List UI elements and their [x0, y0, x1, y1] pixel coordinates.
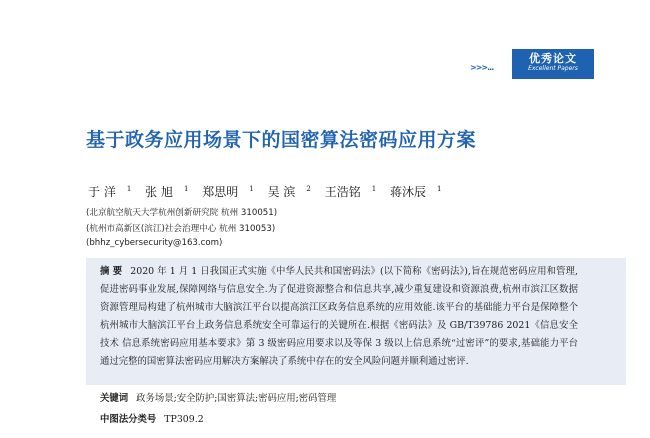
abstract-body: 2020 年 1 月 1 日我国正式实施《中华人民共和国密码法》(以下简称《密码法》),旨在规范密码应用和管理,促进密码事业发展,保障网络与信息安全.为了促进资源整合和信息共享,减少重复建设和资源浪费,杭州市滨江区数据资源管理局构建了杭州城市大脑滨江平台以提高滨江区政务信息系统的应用效能.该平台的基础能力平台是保障整个杭州城市大脑滨江平台上政务信息系统安全可靠运行的关键所在.根据《密码法》及 GB/T39786 2021《信息安全技术 信息系统密码应用基本要求》第 3 级密码应用要求以及等保 3 级以上信息系统“过密评”的要求,基础能力平台通过完整的国密算法密码应用解决方案解决了系统中存在的安全风险问题并顺利通过密评.: [100, 266, 579, 367]
section-title-en: Excellent Papers: [528, 65, 578, 72]
author: 张 旭 $^1$: [145, 185, 189, 199]
keywords-label: 关键词: [100, 393, 129, 404]
affiliation: (北京航空航天大学杭州创新研究院 杭州 310051): [86, 208, 278, 218]
abstract: [100, 263, 578, 371]
arrows-decoration: >>>...: [470, 63, 494, 72]
author: 于 洋 $^1$: [88, 185, 132, 199]
paper-title: 基于政务应用场景下的国密算法密码应用方案: [86, 129, 477, 151]
author: 郑思明 $^1$: [202, 185, 254, 199]
classification-value: TP309.2: [164, 414, 204, 425]
author-list: [88, 183, 451, 200]
author: 吴 滨 $^2$: [267, 185, 311, 199]
author: 王浩铭 $^1$: [324, 185, 377, 199]
affiliation: (杭州市高新区(滨江)社会治理中心 杭州 310053): [86, 224, 276, 234]
section-tab: [512, 49, 594, 79]
classification-label: 中图法分类号: [100, 414, 157, 425]
keywords: [100, 390, 336, 404]
author: 蒋沐辰 $^1$: [390, 185, 442, 199]
classification: [100, 411, 204, 425]
abstract-label: 摘 要: [100, 266, 123, 277]
author-email: (bhhz_cybersecurity@163.com): [86, 238, 223, 248]
section-title-zh: 优秀论文: [529, 52, 577, 65]
keywords-value: 政务场景;安全防护;国密算法;密码应用;密码管理: [136, 393, 337, 404]
